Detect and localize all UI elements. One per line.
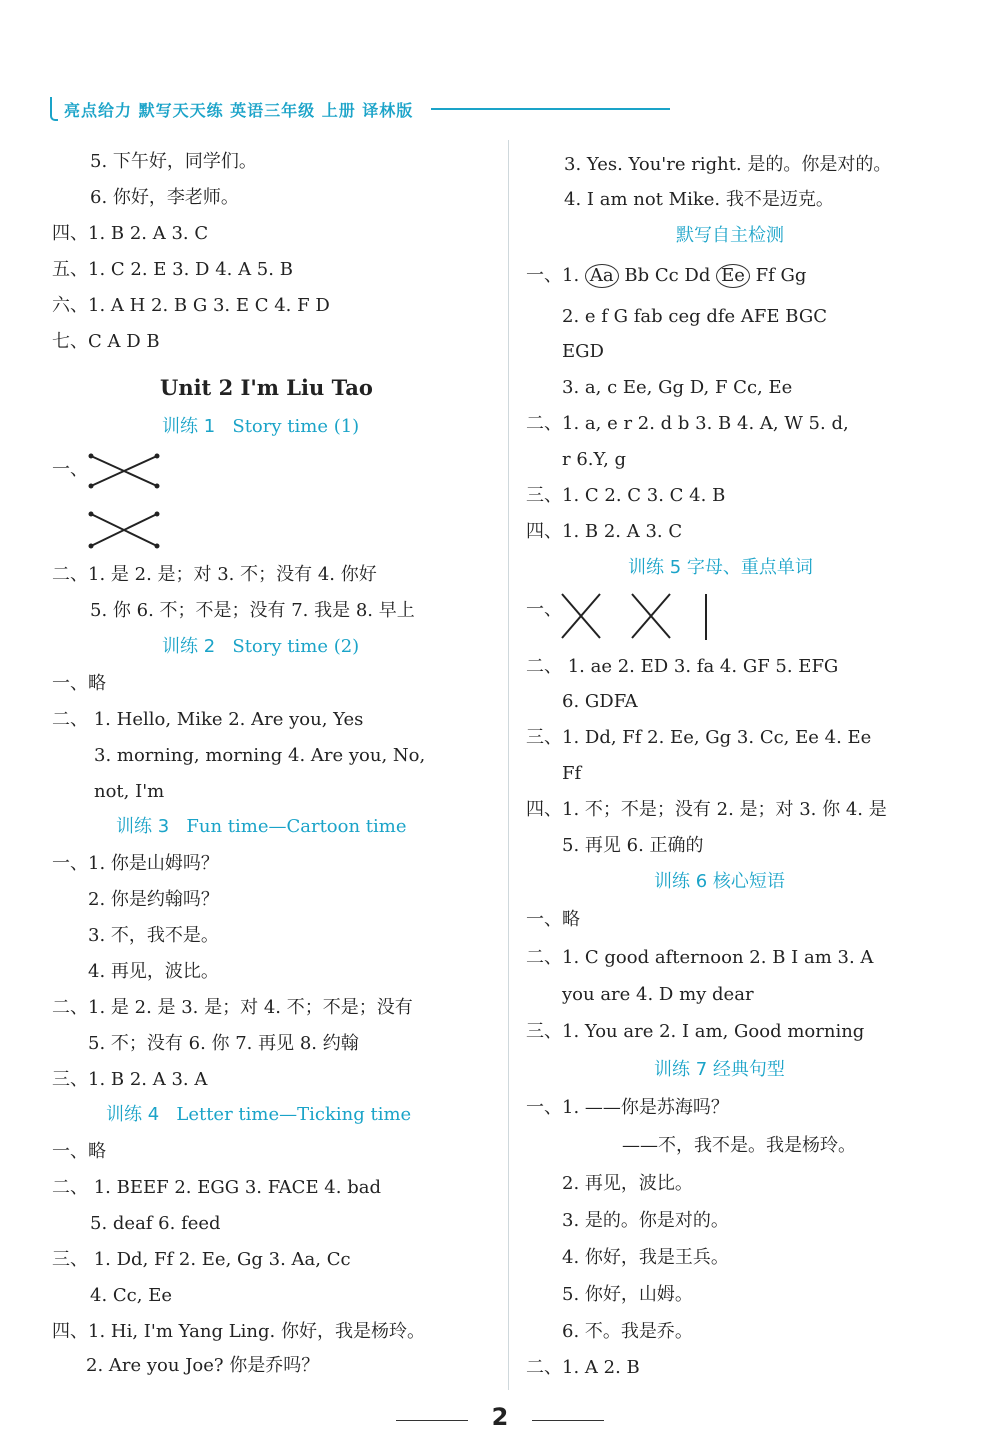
answer-line: 4. 再见，波比。 bbox=[88, 961, 219, 982]
answer-line: 4. Cc, Ee bbox=[90, 1285, 172, 1306]
answer-line: 四、1. 不；不是；没有 2. 是；对 3. 你 4. 是 bbox=[526, 799, 887, 820]
answer-line: 二、 1. ae 2. ED 3. fa 4. GF 5. EFG bbox=[526, 656, 839, 677]
answer-line: 6. 不。我是乔。 bbox=[562, 1321, 693, 1342]
answer-line: ——不，我不是。我是杨玲。 bbox=[622, 1135, 856, 1156]
answer-line: 2. Are you Joe? 你是乔吗？ bbox=[86, 1355, 320, 1376]
answer-line: 3. 是的。你是对的。 bbox=[562, 1210, 729, 1231]
page-number: 2 bbox=[491, 1403, 509, 1431]
section-heading bbox=[162, 635, 359, 659]
answer-line: 七、C A D B bbox=[52, 331, 160, 352]
section-title: Story time (1) bbox=[232, 416, 360, 437]
answer-line: 二、 1. Hello, Mike 2. Are you, Yes bbox=[52, 709, 364, 730]
section-heading bbox=[106, 1103, 411, 1127]
section-title: Letter time—Ticking time bbox=[176, 1104, 412, 1125]
answer-text: Bb Cc Dd bbox=[618, 265, 717, 286]
answer-line: 2. 你是约翰吗？ bbox=[88, 889, 219, 910]
circled-answer: Ee bbox=[716, 264, 750, 288]
answer-line: 6. 你好，李老师。 bbox=[90, 187, 239, 208]
column-divider bbox=[508, 140, 509, 1390]
answer-text: Ff Gg bbox=[749, 265, 807, 286]
section-label: 训练 4 bbox=[106, 1104, 160, 1125]
answer-line: 二、1. C good afternoon 2. B I am 3. A bbox=[526, 947, 874, 968]
answer-line: 六、1. A H 2. B G 3. E C 4. F D bbox=[52, 295, 330, 316]
section-heading: 训练 5 字母、重点单词 bbox=[628, 557, 813, 578]
answer-line: 6. GDFA bbox=[562, 691, 638, 712]
answer-line: r 6.Y, g bbox=[562, 449, 627, 470]
answer-line: 5. 你好，山姆。 bbox=[562, 1284, 693, 1305]
answer-line: 三、1. C 2. C 3. C 4. B bbox=[526, 485, 726, 506]
answer-line: 5. 不；没有 6. 你 7. 再见 8. 约翰 bbox=[88, 1033, 359, 1054]
answer-line: 四、1. Hi, I'm Yang Ling. 你好，我是杨玲。 bbox=[52, 1321, 425, 1342]
answer-line: not, I'm bbox=[94, 781, 165, 802]
section-heading bbox=[116, 815, 407, 839]
answer-line: 5. 再见 6. 正确的 bbox=[562, 835, 704, 856]
answer-line: 5. 你 6. 不；不是；没有 7. 我是 8. 早上 bbox=[90, 600, 415, 621]
answer-line: 5. 下午好，同学们。 bbox=[90, 151, 257, 172]
answer-line: you are 4. D my dear bbox=[562, 984, 754, 1005]
answer-line: 二、1. a, e r 2. d b 3. B 4. A, W 5. d, bbox=[526, 413, 849, 434]
section-label: 训练 3 bbox=[116, 816, 170, 837]
answer-line: 一、1. 你是山姆吗？ bbox=[52, 853, 219, 874]
answer-line: 三、1. Dd, Ff 2. Ee, Gg 3. Cc, Ee 4. Ee bbox=[526, 727, 872, 748]
answer-line: 二、1. 是 2. 是；对 3. 不；没有 4. 你好 bbox=[52, 564, 377, 585]
answer-line: 3. a, c Ee, Gg D, F Cc, Ee bbox=[562, 377, 793, 398]
answer-line: 四、1. B 2. A 3. C bbox=[526, 521, 683, 542]
section-title: Story time (2) bbox=[232, 636, 360, 657]
answer-line: 二、1. A 2. B bbox=[526, 1357, 640, 1378]
answer-line: 一、1. ——你是苏海吗？ bbox=[526, 1097, 729, 1118]
answer-line: 四、1. B 2. A 3. C bbox=[52, 223, 209, 244]
answer-line: 4. 你好，我是王兵。 bbox=[562, 1247, 729, 1268]
section-heading: 默写自主检测 bbox=[676, 225, 784, 246]
answer-prefix: 一、1. bbox=[526, 265, 585, 286]
matching-lines bbox=[85, 448, 165, 558]
circled-answer: Aa bbox=[585, 264, 619, 288]
section-label: 训练 2 bbox=[162, 636, 216, 657]
matching-lines bbox=[560, 590, 720, 644]
answer-line: 五、1. C 2. E 3. D 4. A 5. B bbox=[52, 259, 293, 280]
unit-title: Unit 2 I'm Liu Tao bbox=[160, 375, 373, 400]
header-bracket bbox=[50, 97, 58, 121]
answer-line: 5. deaf 6. feed bbox=[90, 1213, 221, 1234]
answer-line: 三、1. B 2. A 3. A bbox=[52, 1069, 208, 1090]
answer-line: 三、 1. Dd, Ff 2. Ee, Gg 3. Aa, Cc bbox=[52, 1249, 351, 1270]
answer-line: 三、1. You are 2. I am, Good morning bbox=[526, 1021, 865, 1042]
page-header bbox=[50, 94, 670, 124]
answer-line: 二、1. 是 2. 是 3. 是；对 4. 不；不是；没有 bbox=[52, 997, 413, 1018]
answer-line: 一、 bbox=[526, 599, 562, 620]
header-title: 亮点给力 默写天天练 英语三年级 上册 译林版 bbox=[64, 100, 414, 120]
header-rule bbox=[431, 108, 670, 110]
answer-line: 3. morning, morning 4. Are you, No, bbox=[94, 745, 426, 766]
answer-line: 二、 1. BEEF 2. EGG 3. FACE 4. bad bbox=[52, 1177, 381, 1198]
answer-line: 一、略 bbox=[52, 1141, 106, 1162]
answer-line: 一、略 bbox=[52, 673, 106, 694]
answer-line: 2. 再见，波比。 bbox=[562, 1173, 693, 1194]
section-heading bbox=[162, 415, 359, 439]
answer-line: EGD bbox=[562, 341, 604, 362]
section-label: 训练 1 bbox=[162, 416, 216, 437]
section-title: Fun time—Cartoon time bbox=[186, 816, 407, 837]
footer-rule bbox=[532, 1420, 604, 1421]
page-footer bbox=[0, 1400, 1000, 1440]
footer-rule bbox=[396, 1420, 468, 1421]
section-heading: 训练 6 核心短语 bbox=[654, 871, 785, 892]
section-heading: 训练 7 经典句型 bbox=[654, 1059, 785, 1080]
answer-line: 2. e f G fab ceg dfe AFE BGC bbox=[562, 306, 827, 327]
answer-line: 一、略 bbox=[526, 909, 580, 930]
answer-line: 3. 不，我不是。 bbox=[88, 925, 219, 946]
answer-line: 3. Yes. You're right. 是的。你是对的。 bbox=[564, 154, 892, 175]
answer-line: 一、 bbox=[52, 459, 88, 480]
answer-line bbox=[526, 264, 806, 288]
answer-line: Ff bbox=[562, 763, 582, 784]
answer-line: 4. I am not Mike. 我不是迈克。 bbox=[564, 189, 834, 210]
